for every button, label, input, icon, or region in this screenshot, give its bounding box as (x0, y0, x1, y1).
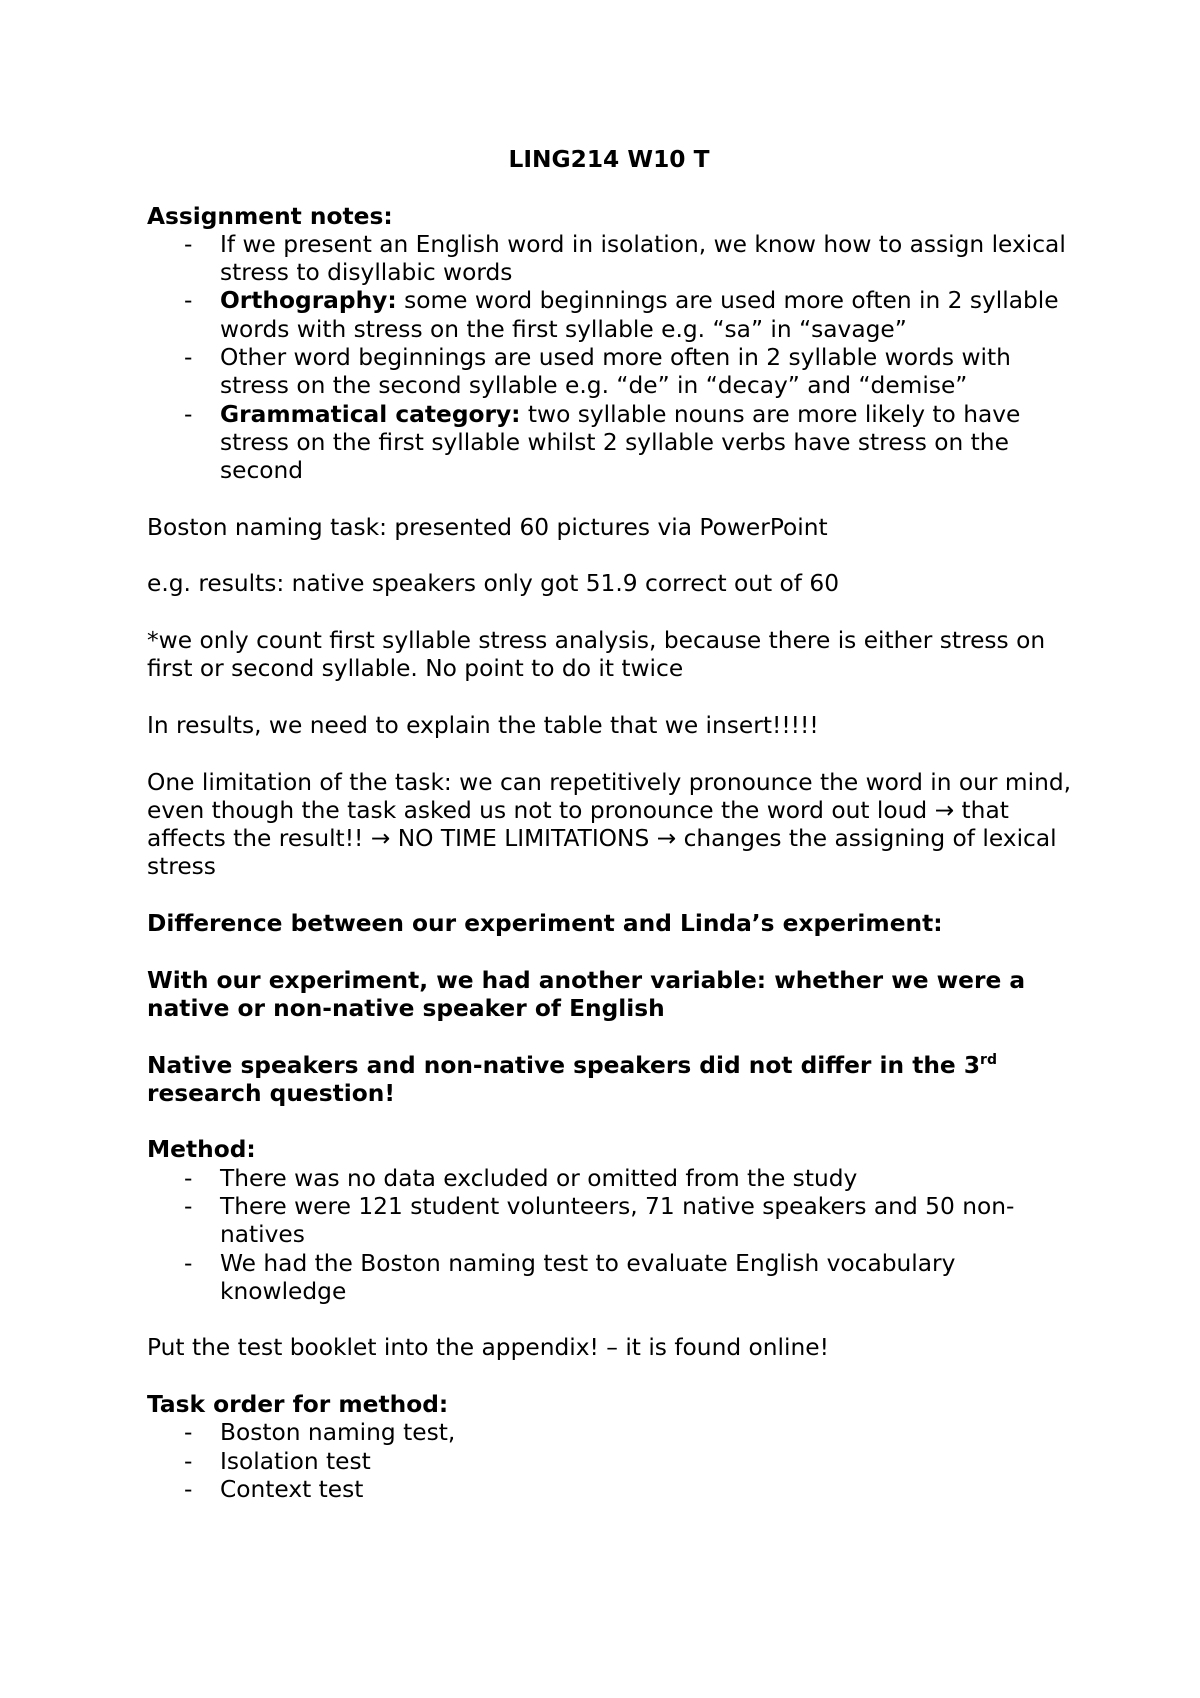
list-item (147, 287, 1077, 344)
method-heading: Method: (147, 1136, 256, 1164)
bullet-dash: - (184, 1164, 193, 1192)
list-item (147, 344, 1077, 401)
native-text: research question! (147, 1079, 395, 1107)
bullet-dash: - (184, 1192, 193, 1220)
bullet-dash: - (184, 230, 193, 258)
list-item-text: There was no data excluded or omitted from the study (220, 1164, 858, 1192)
limitation-text: One limitation of the task: we can repetitively pronounce the word in our mind, even though the task asked us not to pronounce the word out loud (147, 768, 1072, 824)
paragraph-boston-task: Boston naming task: presented 60 pictures via PowerPoint (147, 513, 828, 541)
ordinal-suffix: rd (980, 1051, 997, 1068)
limitation-text: changes the assigning of lexical stress (147, 825, 1057, 881)
limitation-text: NO TIME LIMITATIONS (390, 825, 657, 853)
bullet-dash: - (184, 344, 193, 372)
task-order-heading: Task order for method: (147, 1391, 449, 1419)
paragraph-limitation (147, 769, 1077, 882)
method-list (147, 1165, 1077, 1306)
list-item-text: We had the Boston naming test to evaluate English vocabulary knowledge (220, 1249, 956, 1305)
paragraph-native-speakers (147, 1052, 1077, 1109)
native-text: Native speakers and non-native speakers did not differ in the 3 (147, 1051, 981, 1079)
list-item-text: Isolation test (220, 1447, 371, 1475)
limitation-text: that affects the result!! (147, 796, 1009, 853)
paragraph-first-syllable: *we only count first syllable stress analysis, because there is either stress on first or second syllable. No point to do it twice (147, 627, 1046, 683)
bullet-dash: - (184, 1447, 193, 1475)
list-item (147, 231, 1077, 288)
bullet-dash: - (184, 400, 193, 428)
heading-difference: Difference between our experiment and Linda’s experiment: (147, 910, 943, 938)
list-item (147, 1165, 1077, 1193)
list-item-text: some word beginnings are used more often in 2 syllable words with stress on the first syllable e.g. “sa” in “savage” (220, 287, 1059, 343)
arrow-icon: → (934, 796, 955, 824)
list-item (147, 401, 1077, 486)
bullet-dash: - (184, 1475, 193, 1503)
paragraph-table: In results, we need to explain the table that we insert!!!!! (147, 711, 819, 739)
list-item-bold: Orthography: (220, 287, 397, 315)
list-item (147, 1193, 1077, 1250)
list-item-text: Context test (220, 1475, 364, 1503)
list-item-text: Other word beginnings are used more often in 2 syllable words with stress on the second syllable e.g. “de” in “decay” and “demise” (220, 344, 1011, 400)
arrow-icon: → (656, 825, 677, 853)
list-item-text: There were 121 student volunteers, 71 native speakers and 50 non-natives (220, 1192, 1015, 1249)
paragraph-booklet: Put the test booklet into the appendix! – it is found online! (147, 1334, 829, 1362)
list-item-text: two syllable nouns are more likely to have stress on the first syllable whilst 2 syllable verbs have stress on the second (220, 400, 1021, 485)
assignment-notes-heading: Assignment notes: (147, 202, 393, 230)
paragraph-results: e.g. results: native speakers only got 51.9 correct out of 60 (147, 570, 840, 598)
paragraph-variable: With our experiment, we had another variable: whether we were a native or non-native speaker of English (147, 966, 1026, 1022)
list-item (147, 1448, 1077, 1476)
list-item (147, 1419, 1077, 1447)
list-item (147, 1250, 1077, 1307)
document-body (147, 146, 1077, 1504)
task-order-list (147, 1419, 1077, 1504)
bullet-dash: - (184, 1419, 193, 1447)
list-item (147, 1476, 1077, 1504)
bullet-dash: - (184, 1249, 193, 1277)
assignment-notes-list (147, 231, 1077, 486)
document-title: LING214 W10 T (508, 146, 710, 173)
list-item-text: If we present an English word in isolation, we know how to assign lexical stress to disyllabic words (220, 230, 1066, 287)
bullet-dash: - (184, 287, 193, 315)
list-item-bold: Grammatical category: (220, 400, 521, 428)
list-item-text: Boston naming test, (220, 1419, 456, 1447)
arrow-icon: → (370, 825, 391, 853)
